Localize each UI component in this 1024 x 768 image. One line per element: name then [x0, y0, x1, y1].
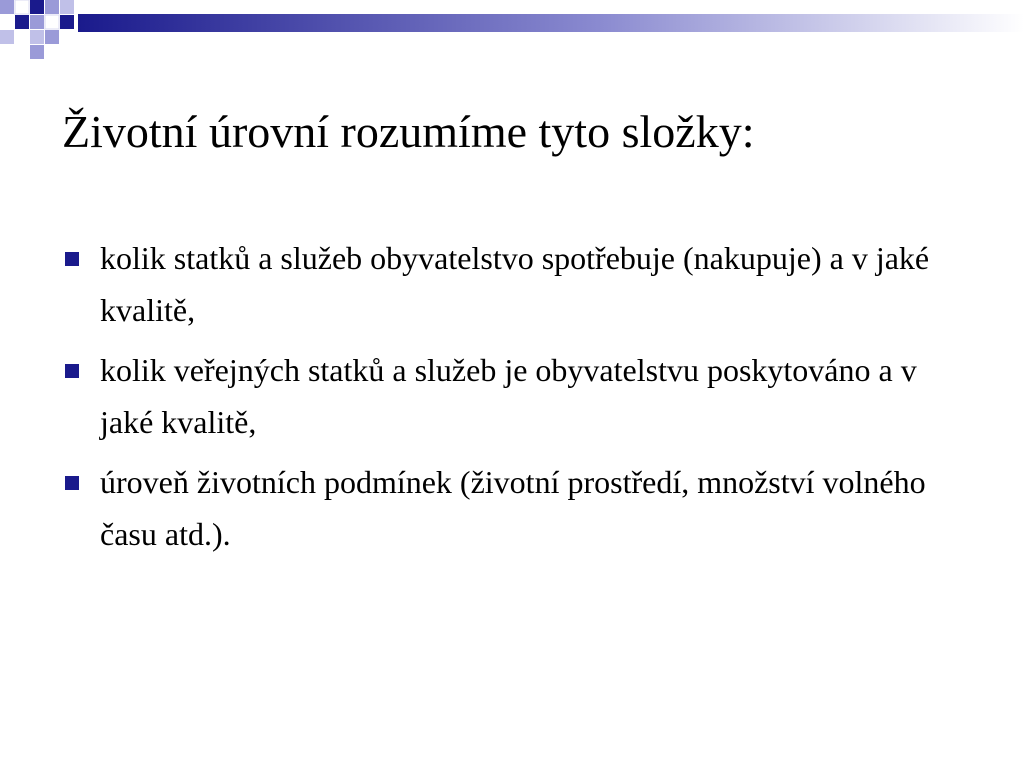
header-gradient-bar [78, 14, 1024, 32]
square-bullet-icon [65, 476, 79, 490]
bullet-item [62, 232, 972, 336]
square-bullet-icon [65, 364, 79, 378]
bullet-list [62, 232, 972, 568]
bullet-text: kolik veřejných statků a služeb je obyvatelstvu poskytováno a v jaké kvalitě, [100, 352, 917, 440]
square-bullet-icon [65, 252, 79, 266]
deco-square [45, 30, 59, 44]
deco-square [0, 0, 14, 14]
slide-title: Životní úrovní rozumíme tyto složky: [62, 106, 755, 157]
bullet-item [62, 344, 972, 448]
deco-square [15, 15, 29, 29]
bullet-text: kolik statků a služeb obyvatelstvo spotřebuje (nakupuje) a v jaké kvalitě, [100, 240, 930, 328]
deco-square [60, 15, 74, 29]
deco-square [30, 45, 44, 59]
deco-square [60, 0, 74, 14]
bullet-item [62, 456, 972, 560]
deco-square [15, 0, 29, 14]
deco-square [0, 30, 14, 44]
deco-square [30, 30, 44, 44]
deco-square [45, 15, 59, 29]
header-decoration [0, 0, 1024, 64]
bullet-text: úroveň životních podmínek (životní prostředí, množství volného času atd.). [100, 464, 926, 552]
deco-square [30, 0, 44, 14]
deco-square [45, 0, 59, 14]
deco-square [30, 15, 44, 29]
